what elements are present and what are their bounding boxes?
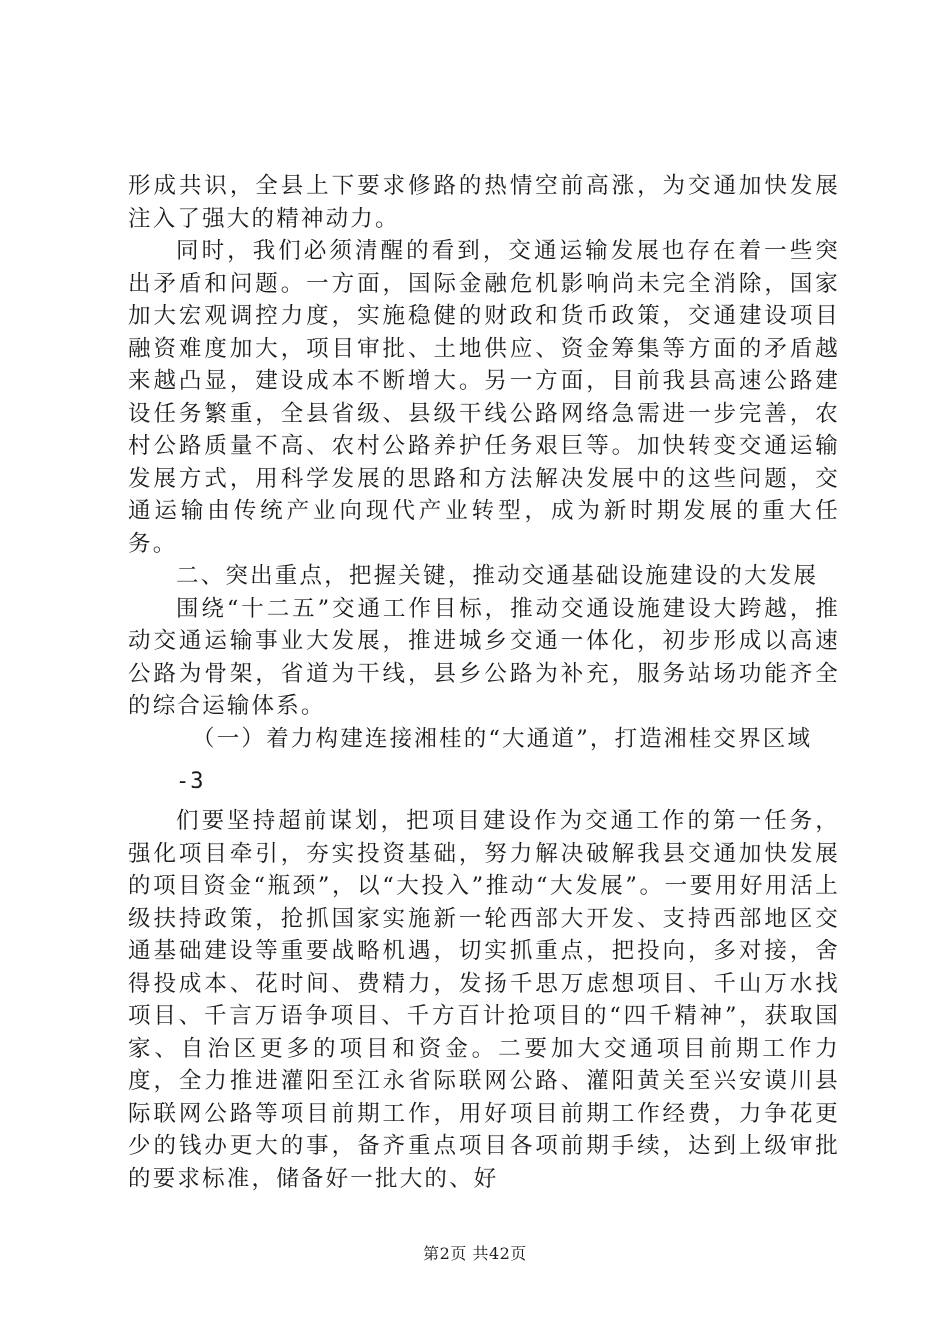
paragraph-goals: 围绕“十二五”交通工作目标，推动交通设施建设大跨越，推动交通运输事业大发展，推进城乡交通一体化，初步形成以高速公路为骨架，省道为干线，县乡公路为补充，服务站场功能齐全的综合运输体系。 (128, 595, 840, 719)
document-body (128, 170, 840, 1195)
paragraph-projects: 们要坚持超前谋划，把项目建设作为交通工作的第一任务，强化项目牵引，夯实投资基础，努力解决破解我县交通加快发展的项目资金“瓶颈”，以“大投入”推动“大发展”。一要用好用活上级扶持政策，抢抓国家实施新一轮西部大开发、支持西部地区交通基础建设等重要战略机遇，切实抓重点，把投向，多对接，舍得投成本、花时间、费精力，发扬千思万虑想项目、千山万水找项目、千言万语争项目、千方百计抢项目的“四千精神”，获取国家、自治区更多的项目和资金。二要加大交通项目前期工作力度，全力推进灌阳至江永省际联网公路、灌阳黄关至兴安谟川县际联网公路等项目前期工作，用好项目前期工作经费，力争花更少的钱办更大的事，备齐重点项目各项前期手续，达到上级审批的要求标准，储备好一批大的、好 (128, 808, 840, 1192)
paragraph-problems: 同时，我们必须清醒的看到，交通运输发展也存在着一些突出矛盾和问题。一方面，国际金融危机影响尚未完全消除，国家加大宏观调控力度，实施稳健的财政和货币政策，交通建设项目融资难度加大，项目审批、土地供应、资金筹集等方面的矛盾越来越凸显，建设成本不断增大。另一方面，目前我县高速公路建设任务繁重，全县省级、县级干线公路网络急需进一步完善，农村公路质量不高、农村公路养护任务艰巨等。加快转变交通运输发展方式，用科学发展的思路和方法解决发展中的这些问题，交通运输由传统产业向现代产业转型，成为新时期发展的重大任务。 (128, 238, 840, 557)
inline-page-marker: -3 (176, 769, 205, 794)
section-heading-two: 二、突出重点，把握关键，推动交通基础设施建设的大发展 (176, 563, 819, 589)
page-footer: 第2页 共42页 (423, 1244, 527, 1263)
subsection-heading-one: （一）着力构建连接湘桂的“大通道”，打造湘桂交界区域 (192, 725, 813, 752)
paragraph-continuation: 形成共识，全县上下要求修路的热情空前高涨，为交通加快发展注入了强大的精神动力。 (128, 173, 840, 232)
